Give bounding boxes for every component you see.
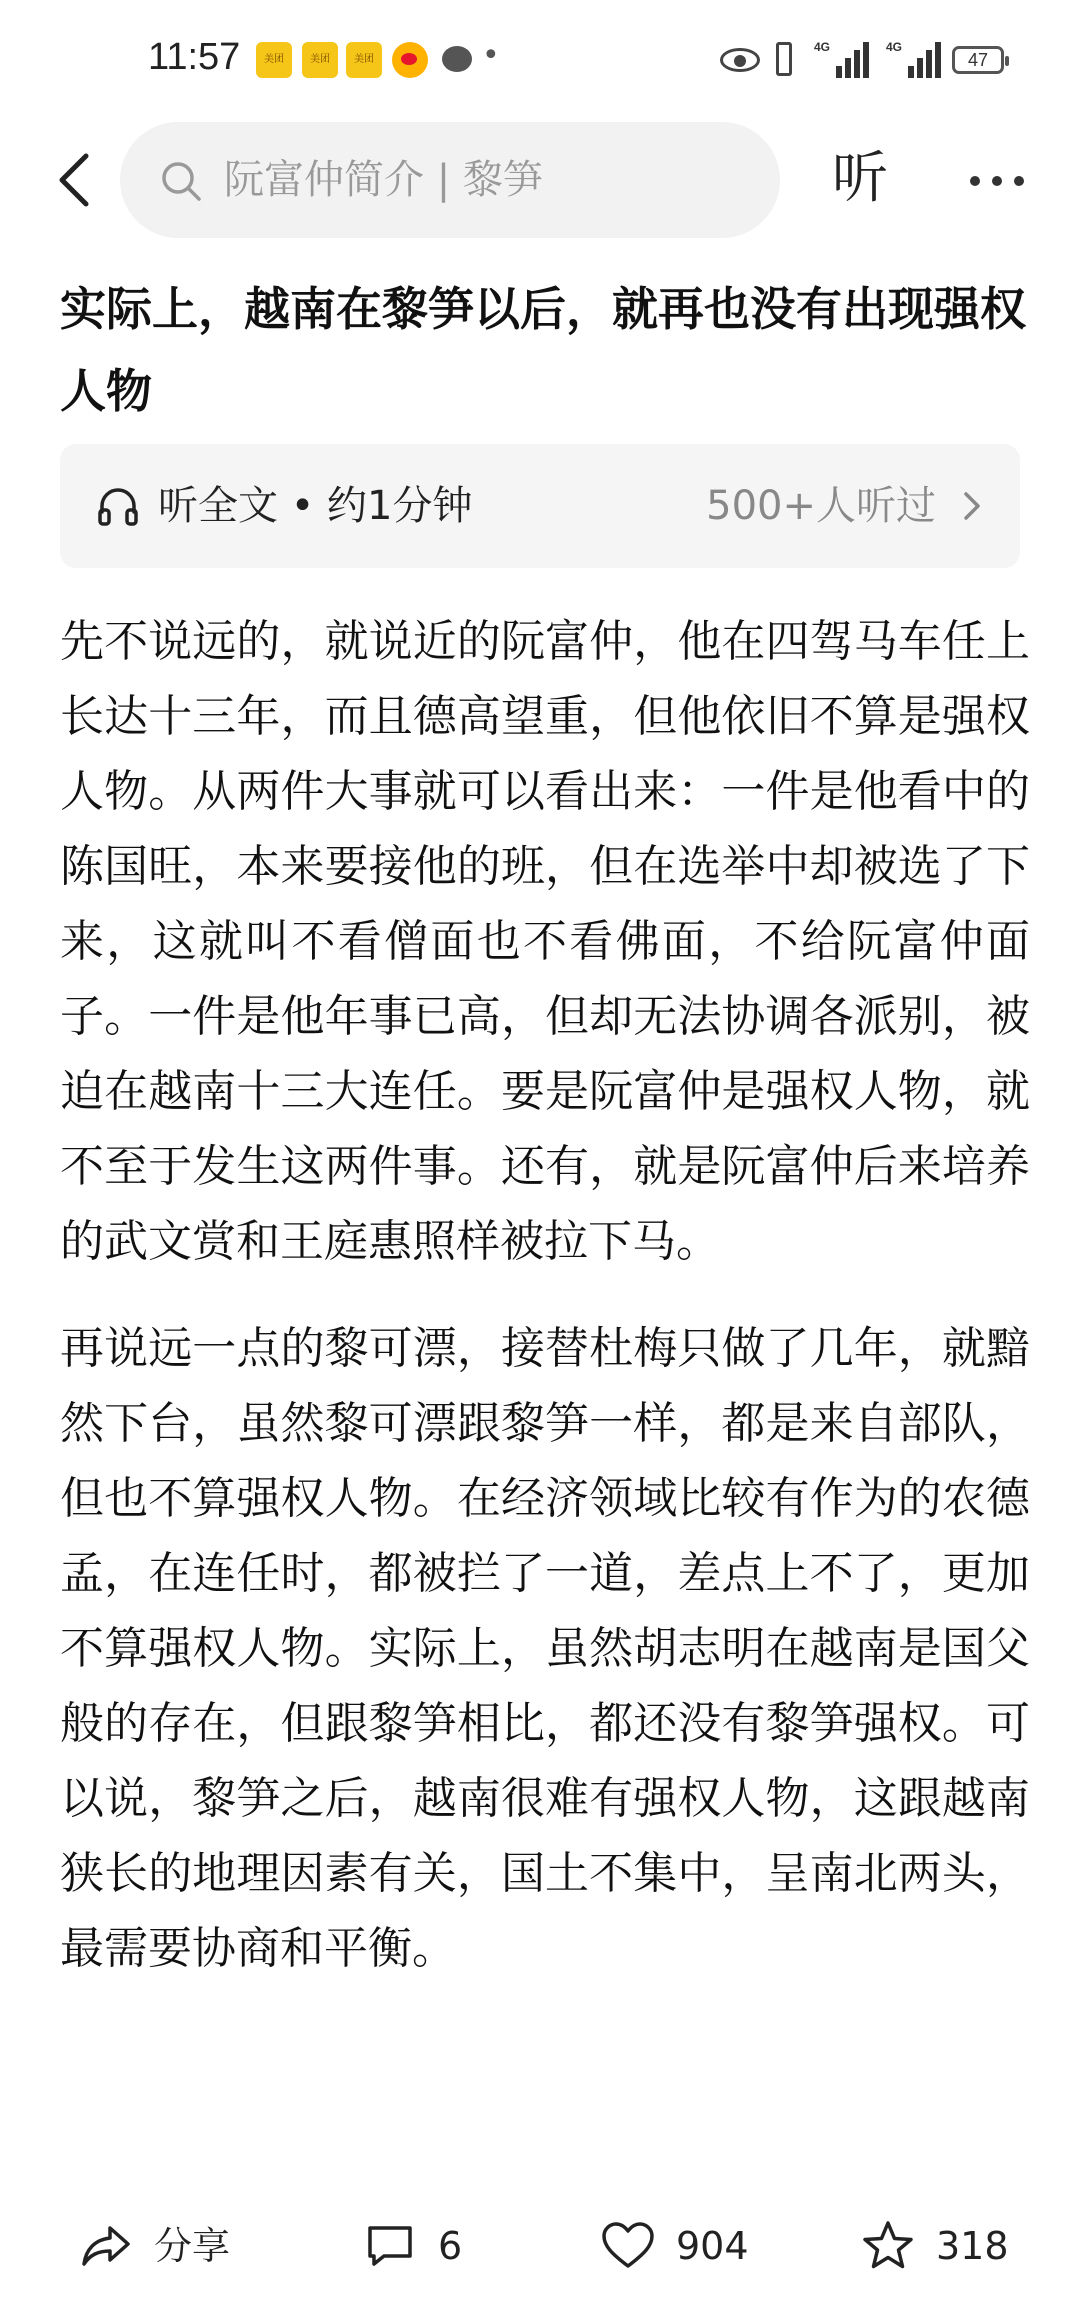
battery-icon: 47 bbox=[952, 46, 1004, 74]
chevron-right-icon bbox=[960, 486, 984, 526]
dot-icon bbox=[1014, 176, 1024, 186]
star-icon bbox=[860, 2218, 916, 2274]
vibrate-icon bbox=[776, 42, 792, 76]
favorite-count: 318 bbox=[936, 2224, 1009, 2268]
app-notification-icon: 美团 bbox=[256, 42, 292, 78]
favorite-button[interactable] bbox=[860, 2218, 1040, 2278]
search-input[interactable] bbox=[120, 122, 780, 238]
signal-label: 4G bbox=[886, 40, 903, 54]
dot-icon bbox=[992, 176, 1002, 186]
chat-icon bbox=[442, 46, 472, 72]
action-bar bbox=[0, 2190, 1080, 2300]
share-label: 分享 bbox=[154, 2224, 231, 2268]
listen-full-text-bar[interactable] bbox=[60, 444, 1020, 568]
signal-icon bbox=[814, 40, 874, 78]
search-icon bbox=[160, 160, 202, 202]
app-notification-icon: 美团 bbox=[302, 42, 338, 78]
status-time: 11:57 bbox=[148, 36, 241, 78]
signal-label: 4G bbox=[814, 40, 831, 54]
dot-icon bbox=[970, 176, 980, 186]
paragraph: 再说远一点的黎可漂，接替杜梅只做了几年，就黯然下台，虽然黎可漂跟黎笋一样，都是来自部队，但也不算强权人物。在经济领域比较有作为的农德孟，在连任时，都被拦了一道，差点上不了，更加不算强权人物。实际上，虽然胡志明在越南是国父般的存在，但跟黎笋相比，都还没有黎笋强权。可以说，黎笋之后，越南很难有强权人物，这跟越南狭长的地理因素有关，国土不集中，呈南北两头，最需要协商和平衡。 bbox=[60, 1323, 1030, 1974]
back-button[interactable] bbox=[48, 150, 108, 210]
signal-icon bbox=[886, 40, 946, 78]
weibo-icon bbox=[392, 42, 428, 78]
listen-label: 听全文 • 约1分钟 bbox=[158, 483, 473, 529]
more-options-button[interactable] bbox=[968, 150, 1028, 210]
listen-count: 500+人听过 bbox=[706, 483, 936, 529]
like-button[interactable] bbox=[600, 2218, 770, 2278]
eye-comfort-icon bbox=[720, 48, 760, 72]
status-bar bbox=[0, 0, 1080, 120]
like-count: 904 bbox=[676, 2224, 749, 2268]
post-title: 实际上，越南在黎笋以后，就再也没有出现强权人物 bbox=[60, 282, 1026, 418]
chevron-left-icon bbox=[48, 150, 108, 210]
share-button[interactable] bbox=[78, 2218, 258, 2278]
comment-count: 6 bbox=[438, 2224, 463, 2268]
listen-button[interactable]: 听 bbox=[832, 146, 888, 211]
post-body bbox=[60, 604, 1030, 2018]
heart-icon bbox=[600, 2218, 656, 2274]
comment-icon bbox=[362, 2218, 418, 2274]
share-icon bbox=[78, 2218, 134, 2274]
search-text: 阮富仲简介 | 黎笋 bbox=[224, 157, 543, 203]
headphone-icon bbox=[96, 484, 140, 528]
comment-button[interactable] bbox=[362, 2218, 502, 2278]
paragraph: 先不说远的，就说近的阮富仲，他在四驾马车任上长达十三年，而且德高望重，但他依旧不算是强权人物。从两件大事就可以看出来：一件是他看中的陈国旺，本来要接他的班，但在选举中却被选了下来，这就叫不看僧面也不看佛面，不给阮富仲面子。一件是他年事已高，但却无法协调各派别，被迫在越南十三大连任。要是阮富仲是强权人物，就不至于发生这两件事。还有，就是阮富仲后来培养的武文赏和王庭惠照样被拉下马。 bbox=[60, 616, 1030, 1267]
app-notification-icon: 美团 bbox=[346, 42, 382, 78]
more-notifications-icon: • bbox=[482, 38, 500, 73]
